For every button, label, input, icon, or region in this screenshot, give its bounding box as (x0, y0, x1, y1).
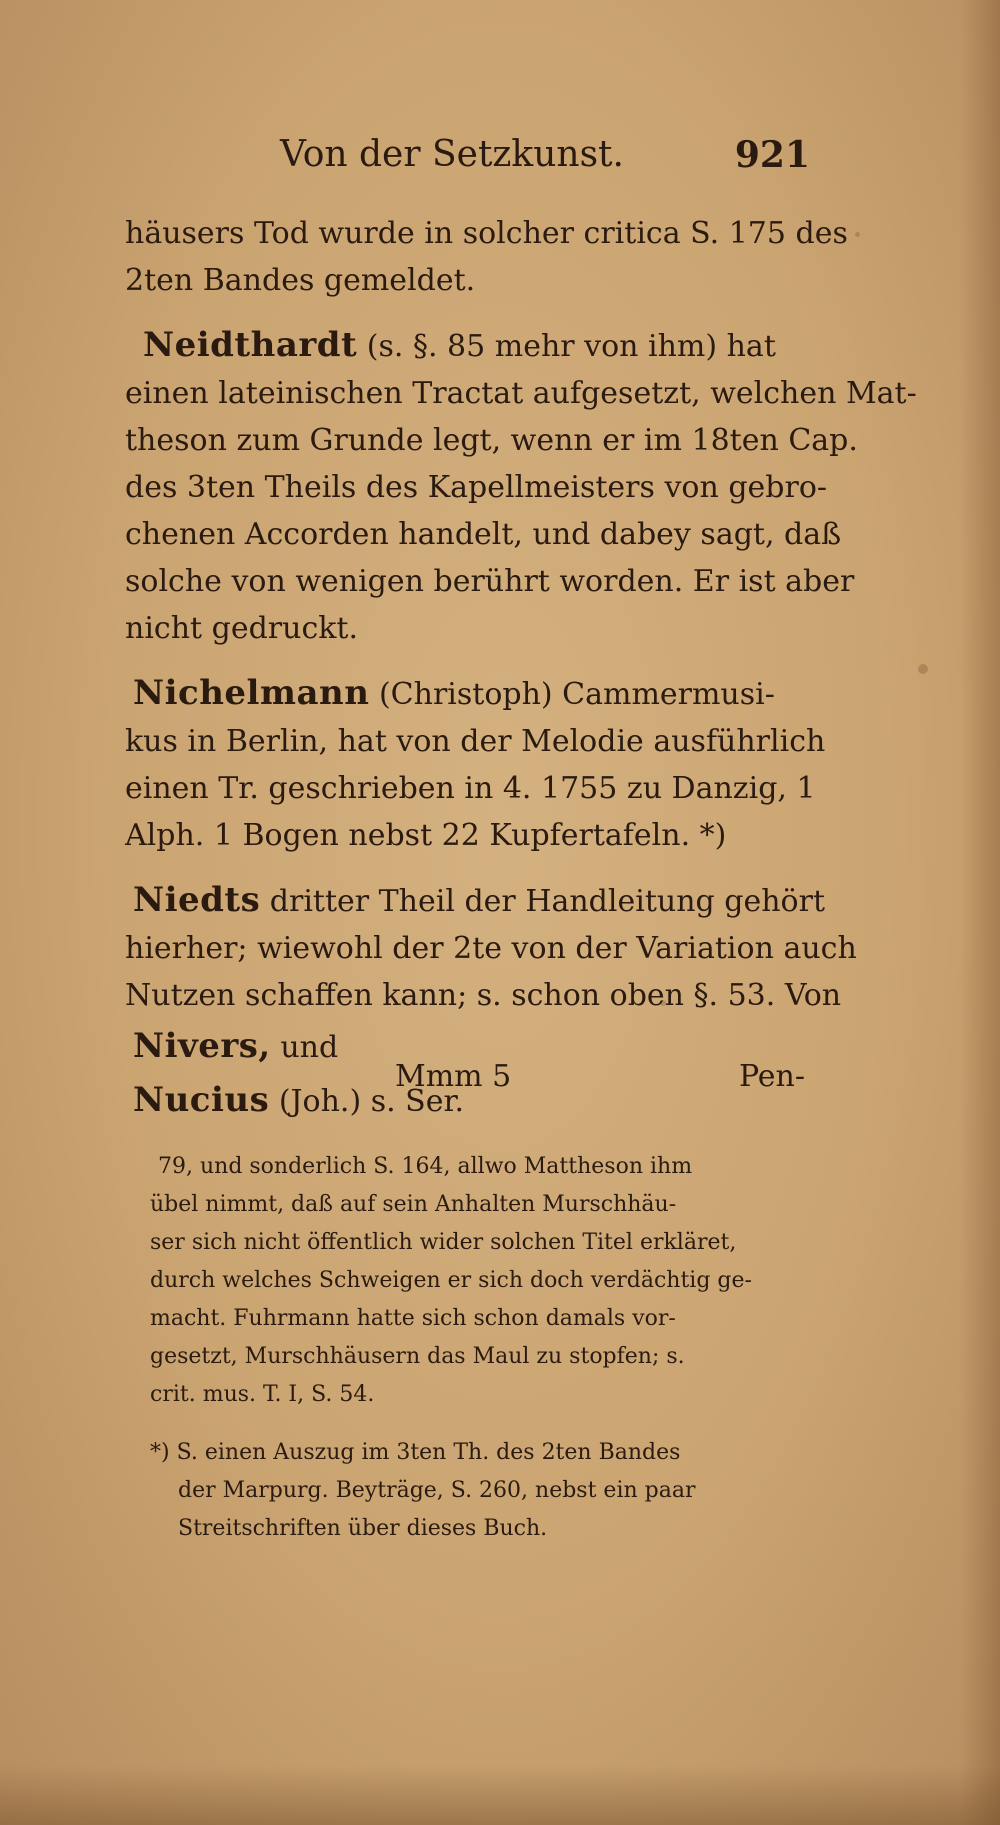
footnote-line: durch welches Schweigen er sich doch verdächtig ge- (150, 1268, 752, 1293)
page-edge-shadow (960, 0, 1000, 1825)
text-line: theson zum Grunde legt, wenn er im 18ten Cap. (125, 423, 858, 458)
headword: Nucius (133, 1080, 270, 1120)
footnote-line: *) S. einen Auszug im 3ten Th. des 2ten Bandes (150, 1440, 681, 1465)
text-line: häusers Tod wurde in solcher critica S. 175 des (125, 216, 848, 251)
catchline (125, 1052, 805, 1102)
ink-spot (855, 232, 860, 237)
footnote-line: crit. mus. T. I, S. 54. (150, 1382, 375, 1407)
footnote-line: macht. Fuhrmann hatte sich schon damals vor- (150, 1306, 676, 1331)
text-line: 2ten Bandes gemeldet. (125, 263, 476, 298)
text-line: solche von wenigen berührt worden. Er ist aber (125, 564, 855, 599)
entry-nichelmann (125, 670, 826, 859)
footnote-continued (150, 1148, 800, 1414)
text-fragment: (s. §. 85 mehr von ihm) hat (357, 329, 776, 364)
text-line: einen lateinischen Tractat aufgesetzt, welchen Mat- (125, 376, 917, 411)
footnote-line: der Marpurg. Beyträge, S. 260, nebst ein paar (178, 1478, 696, 1503)
text-line (125, 877, 826, 925)
page-bottom-shadow (0, 1765, 1000, 1825)
text-line: Alph. 1 Bogen nebst 22 Kupfertafeln. *) (125, 818, 727, 853)
text-line (125, 670, 805, 718)
text-line (125, 322, 805, 370)
footnotes (150, 1148, 800, 1548)
footnote-line: 79, und sonderlich S. 164, allwo Mattheson ihm (158, 1154, 693, 1179)
footnote-line: ser sich nicht öffentlich wider solchen Titel erkläret, (150, 1230, 737, 1255)
running-head: Von der Setzkunst. (280, 134, 624, 175)
text-fragment: dritter Theil der Handleitung gehört (260, 884, 826, 919)
headword: Nivers, (133, 1026, 271, 1066)
text-fragment: (Joh.) s. Ser. (269, 1084, 465, 1119)
text-fragment: (Christoph) Cammermusi- (369, 677, 775, 712)
page-header (120, 130, 810, 180)
text-line: Nutzen schaffen kann; s. schon oben §. 53. Von (125, 978, 842, 1013)
ink-spot (918, 664, 928, 674)
text-line: des 3ten Theils des Kapellmeisters von gebro- (125, 470, 828, 505)
paragraph (125, 210, 848, 304)
headword: Nichelmann (133, 673, 370, 713)
entry-niedts (125, 877, 857, 1019)
text-line: einen Tr. geschrieben in 4. 1755 zu Danzig, 1 (125, 771, 816, 806)
page-number: 921 (734, 134, 810, 176)
footnote-line: übel nimmt, daß auf sein Anhalten Murschhäu- (150, 1192, 677, 1217)
body-text (125, 210, 917, 1125)
footnote-line: gesetzt, Murschhäusern das Maul zu stopfen; s. (150, 1344, 685, 1369)
entry-neidthardt (125, 322, 917, 652)
catchword: Pen- (738, 1059, 805, 1094)
headword: Niedts (133, 880, 261, 920)
text-fragment: und (270, 1030, 339, 1065)
signature-mark: Mmm 5 (395, 1059, 512, 1094)
text-line: kus in Berlin, hat von der Melodie ausführlich (125, 724, 826, 759)
footnote-asterisk (150, 1434, 800, 1548)
text-line: chenen Accorden handelt, und dabey sagt, daß (125, 517, 842, 552)
headword: Neidthardt (143, 325, 358, 365)
text-line: nicht gedruckt. (125, 611, 359, 646)
text-line: hierher; wiewohl der 2te von der Variation auch (125, 931, 857, 966)
footnote-line: Streitschriften über dieses Buch. (178, 1516, 548, 1541)
